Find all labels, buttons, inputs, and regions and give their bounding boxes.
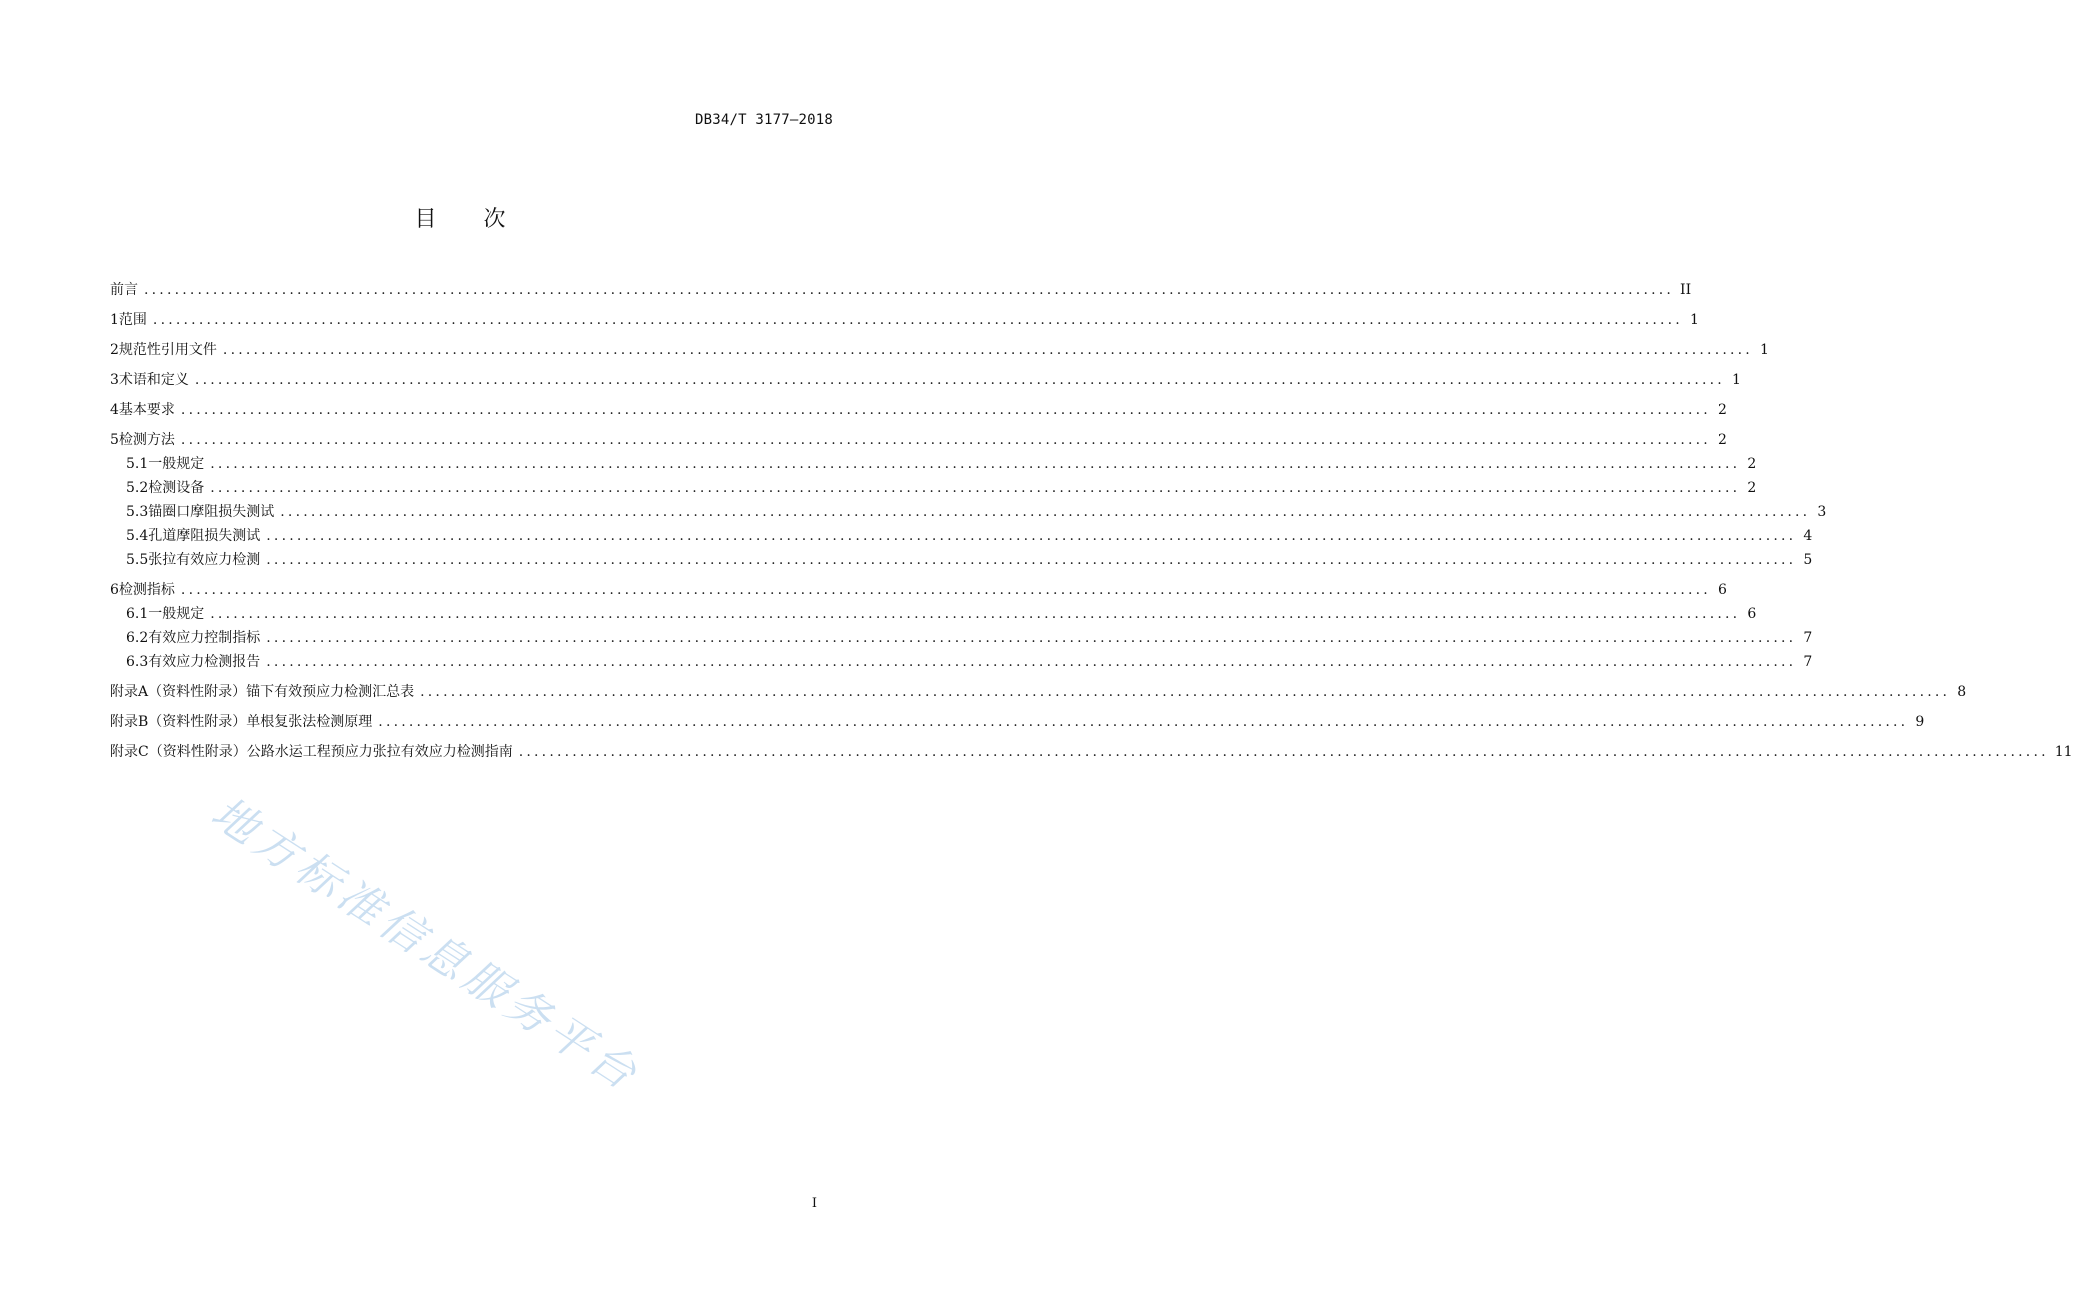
toc-entry-number: 5.5 bbox=[126, 552, 149, 568]
toc-entry[interactable] bbox=[110, 578, 1727, 602]
toc-entry-title: 孔道摩阻损失测试 bbox=[148, 528, 261, 544]
toc-dot-leader: ........................................................................................................................................................................................................ bbox=[266, 654, 1797, 670]
toc-entry-number: 附录C（资料性附录） bbox=[110, 744, 247, 760]
toc-dot-leader: ........................................................................................................................................................................................................ bbox=[222, 342, 1753, 358]
toc-entry-number: 5.1 bbox=[126, 456, 149, 472]
toc-entry-title: 术语和定义 bbox=[118, 372, 189, 388]
toc-entry-title: 单根复张法检测原理 bbox=[246, 714, 373, 730]
toc-entry-title: 一般规定 bbox=[148, 456, 205, 472]
toc-dot-leader: ........................................................................................................................................................................................................ bbox=[280, 504, 1811, 520]
toc-entry-number: 附录A（资料性附录） bbox=[110, 684, 247, 700]
toc-entry-title: 规范性引用文件 bbox=[118, 342, 217, 358]
toc-entry[interactable] bbox=[110, 476, 1757, 500]
toc-entry[interactable] bbox=[110, 368, 1741, 392]
toc-entry-title: 基本要求 bbox=[118, 402, 175, 418]
toc-entry[interactable] bbox=[110, 452, 1757, 476]
toc-dot-leader: ........................................................................................................................................................................................................ bbox=[266, 552, 1797, 568]
toc-entry-number: 附录B（资料性附录） bbox=[110, 714, 247, 730]
toc-entry-number: 2 bbox=[110, 342, 119, 358]
toc-entry-page: 2 bbox=[1718, 432, 1727, 448]
toc-entry-number: 3 bbox=[110, 372, 119, 388]
toc-entry[interactable] bbox=[110, 500, 1827, 524]
toc-entry-title: 锚圈口摩阻损失测试 bbox=[148, 504, 275, 520]
toc-entry-page: 7 bbox=[1803, 654, 1813, 670]
toc-entry-title: 张拉有效应力检测 bbox=[148, 552, 261, 568]
toc-entry-page: 1 bbox=[1760, 342, 1769, 358]
toc-dot-leader: ........................................................................................................................................................................................................ bbox=[152, 312, 1683, 328]
toc-entry[interactable] bbox=[110, 548, 1813, 572]
toc-entry-page: 1 bbox=[1690, 312, 1699, 328]
toc-dot-leader: ........................................................................................................................................................................................................ bbox=[266, 528, 1797, 544]
toc-dot-leader: ........................................................................................................................................................................................................ bbox=[378, 714, 1909, 730]
toc-entry-number: 6 bbox=[110, 582, 119, 598]
toc-entry-title: 有效应力控制指标 bbox=[148, 630, 261, 646]
toc-entry[interactable] bbox=[110, 524, 1813, 548]
toc-list bbox=[110, 278, 2073, 764]
toc-entry-title: 前言 bbox=[110, 282, 138, 298]
toc-entry[interactable] bbox=[110, 740, 2073, 764]
toc-entry-page: 7 bbox=[1803, 630, 1813, 646]
toc-entry[interactable] bbox=[110, 428, 1727, 452]
toc-entry[interactable] bbox=[110, 680, 1967, 704]
toc-entry-page: 3 bbox=[1817, 504, 1827, 520]
toc-entry-page: 6 bbox=[1747, 606, 1757, 622]
toc-dot-leader: ........................................................................................................................................................................................................ bbox=[210, 480, 1741, 496]
toc-dot-leader: ........................................................................................................................................................................................................ bbox=[180, 402, 1711, 418]
toc-entry-title: 检测设备 bbox=[148, 480, 205, 496]
toc-entry[interactable] bbox=[110, 626, 1813, 650]
toc-entry[interactable] bbox=[110, 710, 1925, 734]
toc-dot-leader: ........................................................................................................................................................................................................ bbox=[180, 432, 1711, 448]
toc-entry[interactable] bbox=[110, 398, 1727, 422]
toc-entry-page: II bbox=[1680, 282, 1692, 298]
toc-entry-title: 范围 bbox=[118, 312, 147, 328]
toc-entry-page: 2 bbox=[1747, 456, 1757, 472]
toc-entry[interactable] bbox=[110, 308, 1699, 332]
toc-dot-leader: ........................................................................................................................................................................................................ bbox=[210, 606, 1741, 622]
toc-dot-leader: ........................................................................................................................................................................................................ bbox=[194, 372, 1725, 388]
toc-dot-leader: ........................................................................................................................................................................................................ bbox=[144, 282, 1675, 298]
toc-entry-title: 有效应力检测报告 bbox=[148, 654, 261, 670]
toc-entry-number: 5.2 bbox=[126, 480, 149, 496]
toc-entry-number: 6.2 bbox=[126, 630, 149, 646]
toc-title: 目 次 bbox=[414, 207, 526, 232]
toc-dot-leader: ........................................................................................................................................................................................................ bbox=[266, 630, 1797, 646]
toc-entry-page: 2 bbox=[1747, 480, 1757, 496]
toc-entry-page: 6 bbox=[1718, 582, 1727, 598]
watermark: 地方标准信息服务平台 bbox=[202, 787, 650, 1103]
toc-entry-number: 5 bbox=[110, 432, 119, 448]
toc-entry-page: 11 bbox=[2054, 744, 2073, 760]
toc-entry[interactable] bbox=[110, 278, 1692, 302]
toc-entry-title: 检测方法 bbox=[118, 432, 175, 448]
toc-entry-page: 1 bbox=[1732, 372, 1741, 388]
toc-entry[interactable] bbox=[110, 602, 1757, 626]
toc-entry-title: 公路水运工程预应力张拉有效应力检测指南 bbox=[246, 744, 513, 760]
toc-entry-number: 1 bbox=[110, 312, 119, 328]
toc-entry-page: 9 bbox=[1915, 714, 1925, 730]
toc-entry-number: 4 bbox=[110, 402, 119, 418]
toc-entry-title: 检测指标 bbox=[118, 582, 175, 598]
toc-entry-number: 6.1 bbox=[126, 606, 149, 622]
page-number: I bbox=[811, 1196, 817, 1211]
toc-entry[interactable] bbox=[110, 338, 1769, 362]
toc-dot-leader: ........................................................................................................................................................................................................ bbox=[420, 684, 1951, 700]
document-code: DB34/T 3177—2018 bbox=[694, 112, 833, 128]
toc-dot-leader: ........................................................................................................................................................................................................ bbox=[210, 456, 1741, 472]
toc-entry-number: 5.3 bbox=[126, 504, 149, 520]
toc-dot-leader: ........................................................................................................................................................................................................ bbox=[180, 582, 1711, 598]
toc-entry-page: 5 bbox=[1803, 552, 1813, 568]
toc-entry-page: 8 bbox=[1957, 684, 1967, 700]
toc-entry-page: 2 bbox=[1718, 402, 1727, 418]
toc-entry[interactable] bbox=[110, 650, 1813, 674]
toc-entry-title: 锚下有效预应力检测汇总表 bbox=[246, 684, 415, 700]
toc-entry-page: 4 bbox=[1803, 528, 1813, 544]
toc-entry-title: 一般规定 bbox=[148, 606, 205, 622]
toc-entry-number: 6.3 bbox=[126, 654, 149, 670]
toc-dot-leader: ........................................................................................................................................................................................................ bbox=[518, 744, 2049, 760]
toc-entry-number: 5.4 bbox=[126, 528, 149, 544]
